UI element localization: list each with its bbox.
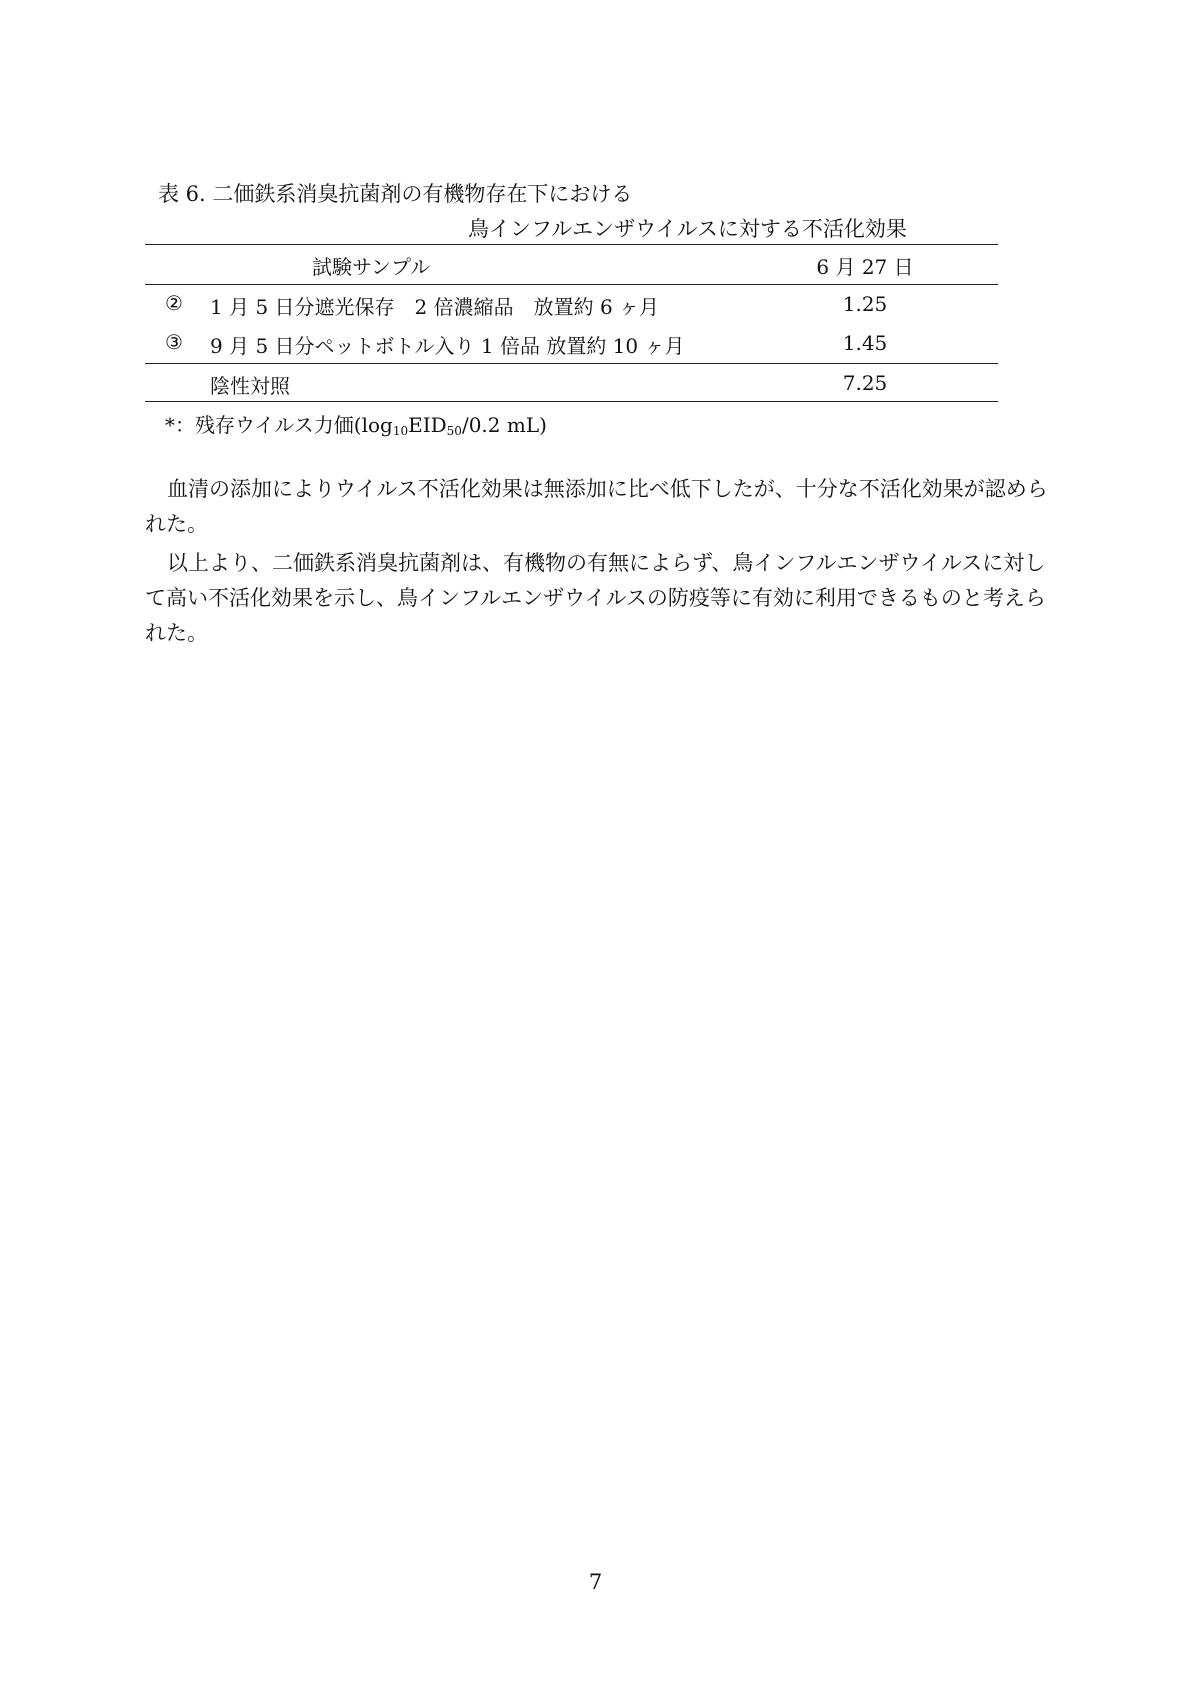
row-sample: 9 月 5 日分ペットボトル入り 1 倍品 放置約 10 ヶ月 xyxy=(210,334,685,358)
table-header-rule xyxy=(145,284,998,285)
footnote-suffix: /0.2 mL) xyxy=(461,413,547,437)
page-number: 7 xyxy=(588,1570,603,1594)
footnote-sub-10: 10 xyxy=(392,424,409,438)
table-control-rule xyxy=(145,363,998,364)
table-footnote xyxy=(165,409,547,438)
table-bottom-rule xyxy=(145,401,998,402)
row-mark: ② xyxy=(165,291,183,315)
paragraph-1: 血清の添加によりウイルス不活化効果は無添加に比べ低下したが、十分な不活化効果が認められた。 xyxy=(145,477,1048,536)
row-value: 1.25 xyxy=(842,292,888,316)
control-sample: 陰性対照 xyxy=(210,374,290,398)
footnote-prefix: *：残存ウイルス力価(log xyxy=(165,413,393,437)
table-caption-line1: 表 6. 二価鉄系消臭抗菌剤の有機物存在下における xyxy=(158,182,633,206)
table-header-date: 6 月 27 日 xyxy=(816,255,914,279)
row-value: 1.45 xyxy=(842,331,888,355)
row-sample: 1 月 5 日分遮光保存 2 倍濃縮品 放置約 6 ヶ月 xyxy=(210,295,660,319)
table-top-rule xyxy=(145,244,998,245)
row-mark: ③ xyxy=(165,330,183,354)
footnote-mid: EID xyxy=(408,413,447,437)
table-caption-line2: 鳥インフルエンザウイルスに対する不活化効果 xyxy=(468,217,907,241)
table-header-sample: 試験サンプル xyxy=(312,255,431,279)
footnote-sub-50: 50 xyxy=(446,424,462,438)
paragraph-2: 以上より、二価鉄系消臭抗菌剤は、有機物の有無によらず、鳥インフルエンザウイルスに対して高い不活化効果を示し、鳥インフルエンザウイルスの防疫等に有効に利用できるものと考えられた。 xyxy=(145,551,1046,645)
control-value: 7.25 xyxy=(842,371,888,395)
